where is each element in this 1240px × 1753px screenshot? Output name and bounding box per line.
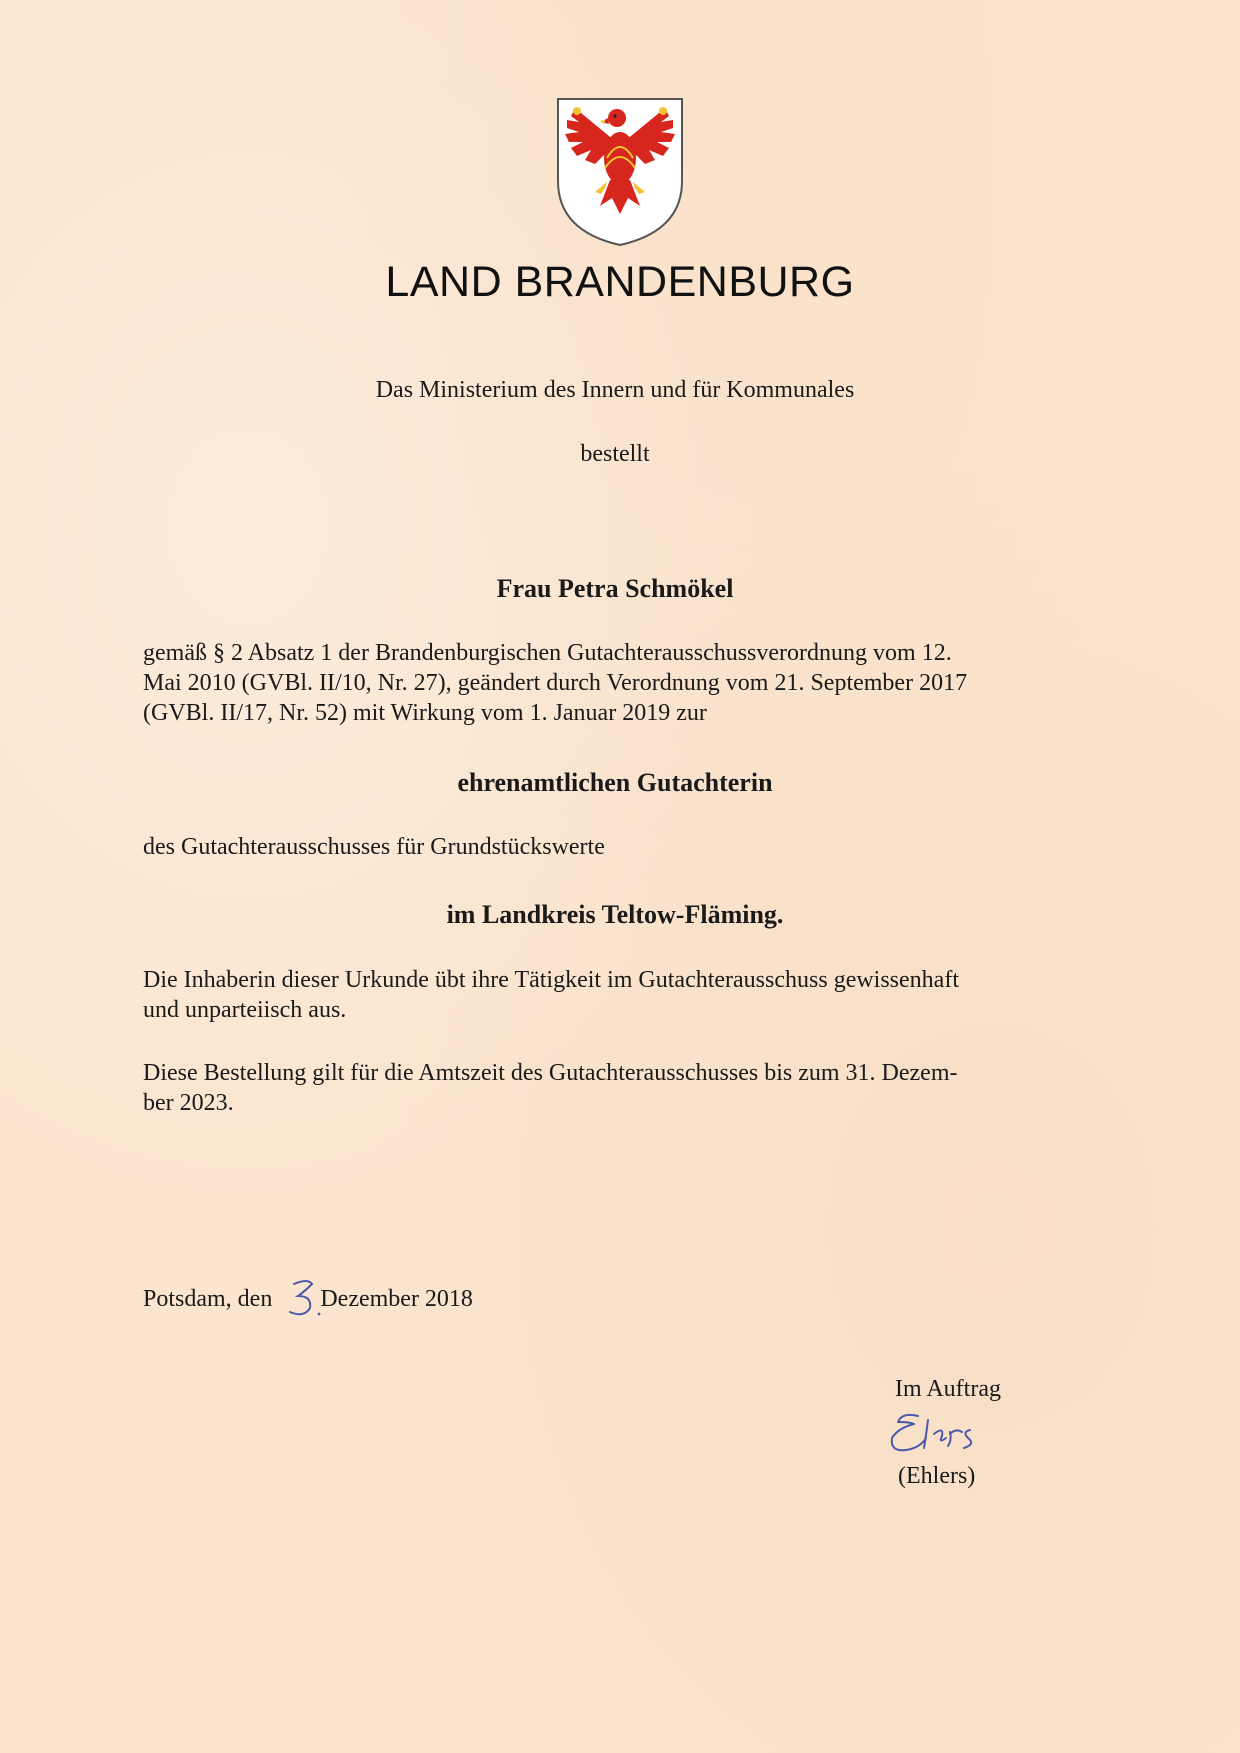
ministry-line: Das Ministerium des Innern und für Kommunales (375, 377, 855, 403)
document-title: LAND BRANDENBURG (385, 258, 855, 306)
signatory-name: (Ehlers) (898, 1463, 976, 1489)
handwritten-day (286, 1276, 326, 1321)
appointee-name: Frau Petra Schmökel (496, 574, 734, 603)
on-behalf-label: Im Auftrag (895, 1376, 1001, 1402)
place-date-prefix: Potsdam, den (143, 1286, 273, 1312)
term-paragraph (143, 1058, 1083, 1118)
legal-basis-line: Mai 2010 (GVBl. II/10, Nr. 27), geändert durch Verordnung vom 21. September 2017 (143, 670, 968, 696)
place-date-line (143, 1284, 1083, 1314)
place-date-suffix: Dezember 2018 (320, 1286, 473, 1312)
legal-basis-line: (GVBl. II/17, Nr. 52) mit Wirkung vom 1. Januar 2019 zur (143, 700, 707, 726)
duties-paragraph (143, 965, 1083, 1025)
committee-line: des Gutachterausschusses für Grundstückswerte (143, 834, 605, 860)
appoints-line: bestellt (580, 441, 650, 467)
brandenburg-eagle-crest-icon (555, 96, 685, 248)
duties-line: und unparteiisch aus. (143, 997, 347, 1023)
legal-basis-line: gemäß § 2 Absatz 1 der Brandenburgischen Gutachterausschussverordnung vom 12. (143, 640, 952, 666)
legal-basis-paragraph (143, 638, 1083, 728)
district-line: im Landkreis Teltow-Fläming. (446, 900, 784, 929)
signature-scribble (880, 1408, 1010, 1468)
role-title: ehrenamtlichen Gutachterin (457, 768, 773, 797)
term-line: ber 2023. (143, 1090, 234, 1116)
term-line: Diese Bestellung gilt für die Amtszeit des Gutachterausschusses bis zum 31. Dezem- (143, 1060, 958, 1086)
duties-line: Die Inhaberin dieser Urkunde übt ihre Tätigkeit im Gutachterausschuss gewissenhaft (143, 967, 959, 993)
